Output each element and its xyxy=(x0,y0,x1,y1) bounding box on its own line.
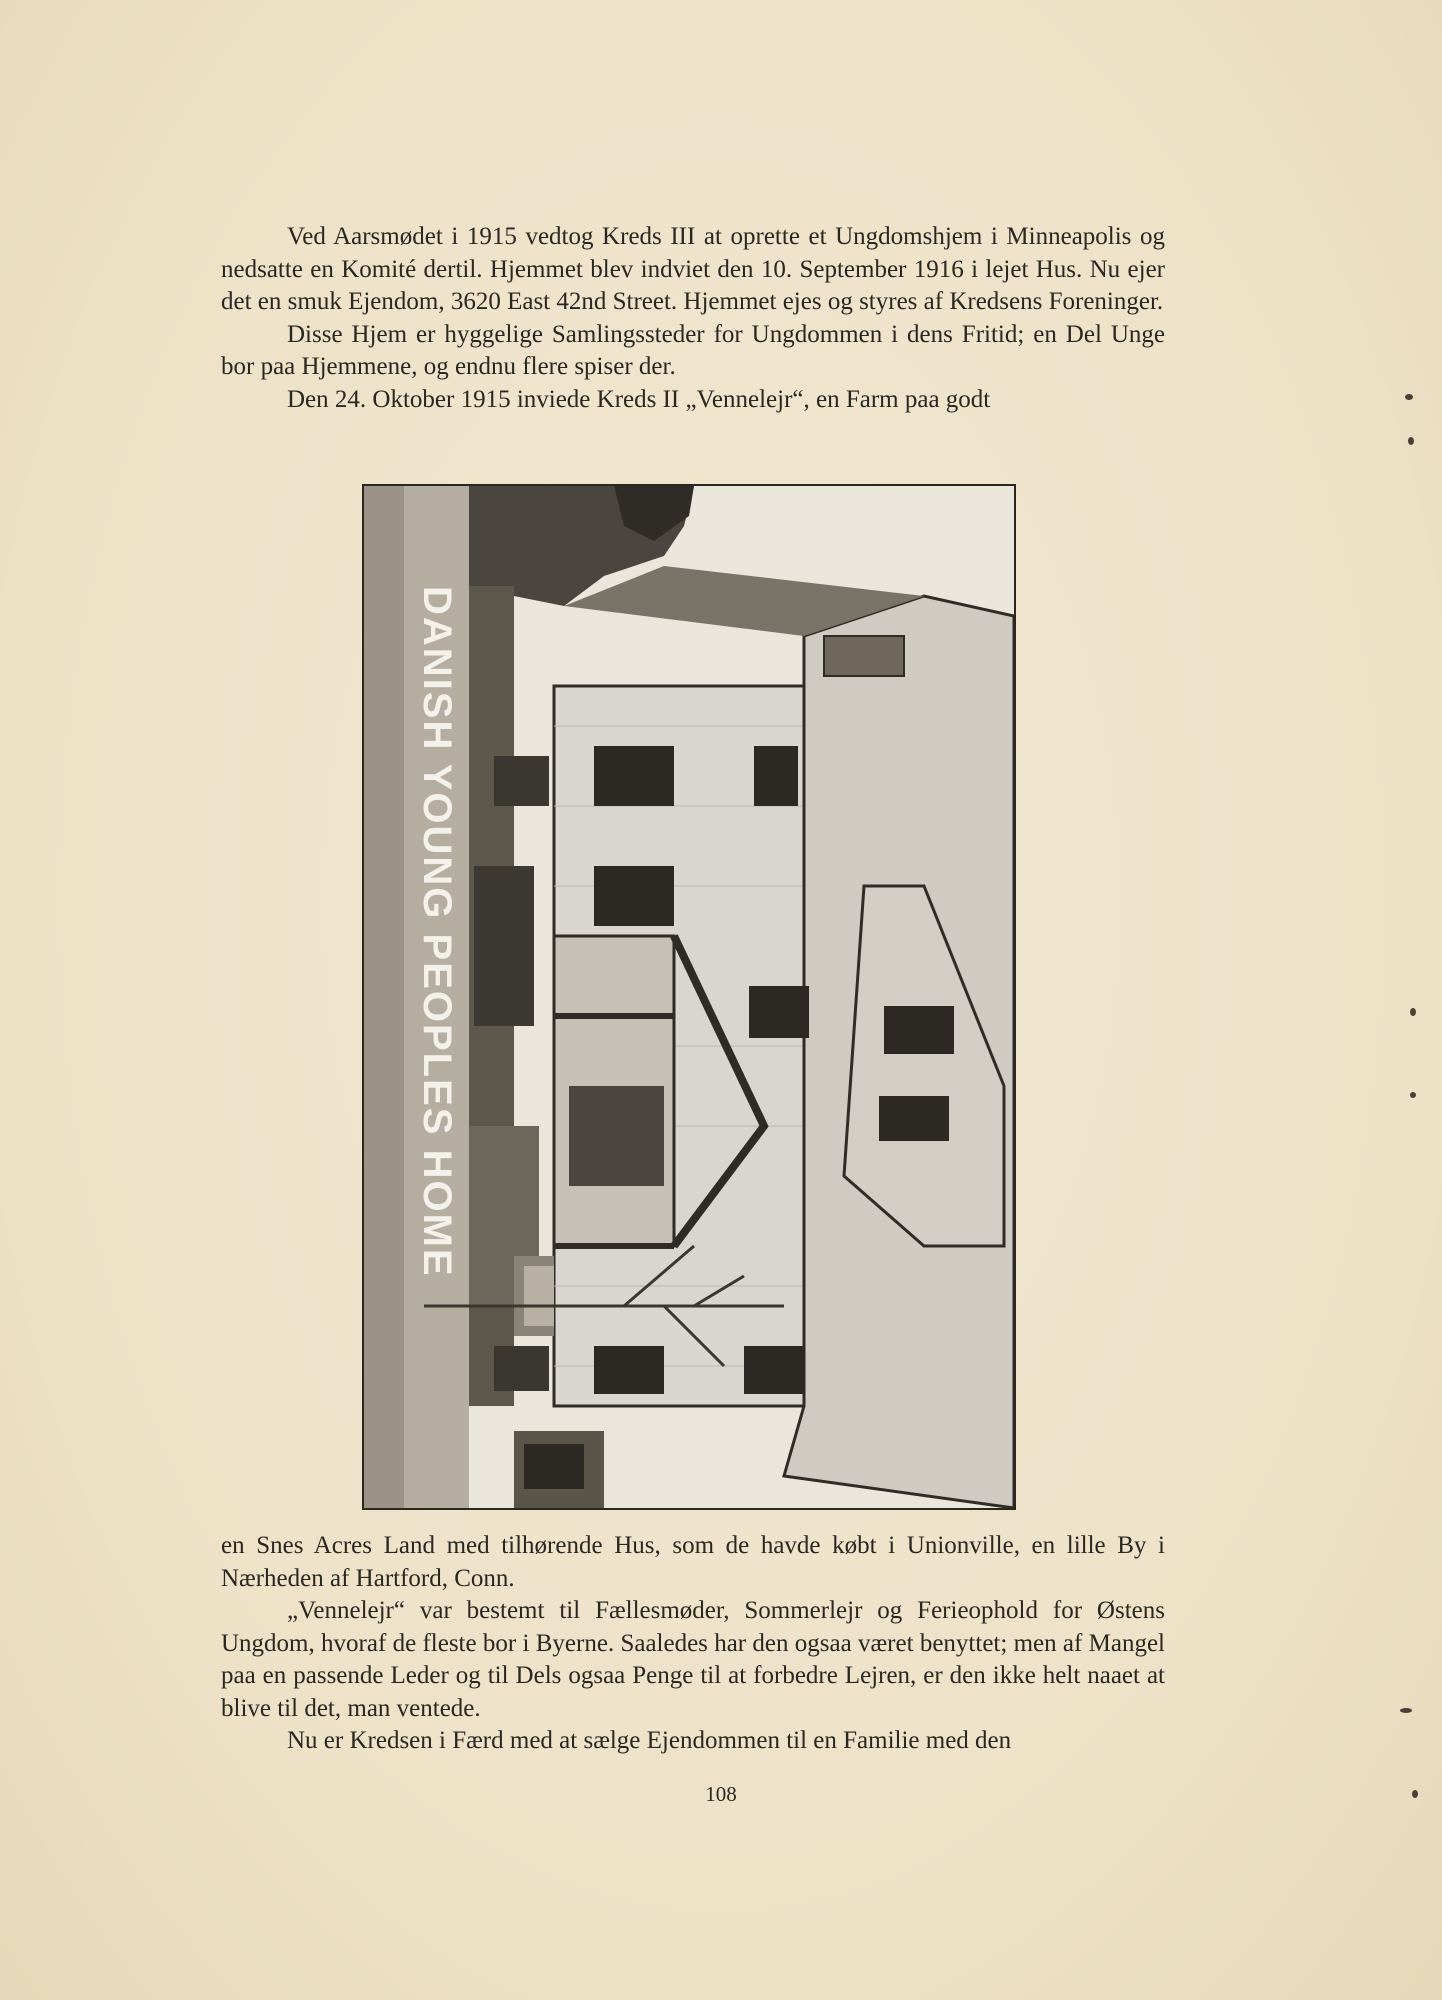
house-photograph xyxy=(362,484,1016,1510)
paragraph-kredsen-saelge: Nu er Kredsen i Færd med at sælge Ejendommen til en Familie med den xyxy=(287,1727,1012,1754)
scan-speck xyxy=(1410,1008,1416,1016)
page-number: 108 xyxy=(705,1782,737,1806)
top-text-block xyxy=(221,221,1165,416)
paragraph-ungdomshjem: Ved Aarsmødet i 1915 vedtog Kreds III at oprette et Ungdomshjem i Minneapolis og nedsatte en Komité dertil. Hjemmet blev indviet den 10. September 1916 i lejet Hus. Nu ejer det en smuk Ejendom, 3620 East 42nd Street. Hjemmet ejes og styres af Kredsens Foreninger. xyxy=(221,223,1165,315)
paragraph-samlingssteder: Disse Hjem er hyggelige Samlingssteder for Ungdommen i dens Fritid; en Del Unge bor paa Hjemmene, og endnu flere spiser der. xyxy=(221,320,1165,380)
scan-speck xyxy=(1405,394,1413,400)
photo-sign-text: DANISH YOUNG PEOPLES HOME xyxy=(415,586,459,1278)
bottom-text-block xyxy=(221,1530,1165,1758)
house-photo-illustration xyxy=(364,486,1014,1508)
scan-speck xyxy=(1400,1708,1412,1713)
scan-speck xyxy=(1410,1092,1416,1098)
paragraph-vennelejr-start: Den 24. Oktober 1915 inviede Kreds II „Vennelejr“, en Farm paa godt xyxy=(287,385,991,413)
scan-speck xyxy=(1412,1790,1418,1798)
paragraph-snes-acres: en Snes Acres Land med tilhørende Hus, som de havde købt i Unionville, en lille By i Nærheden af Hartford, Conn. xyxy=(221,1532,1165,1592)
paragraph-vennelejr-purpose: „Vennelejr“ var bestemt til Fællesmøder, Sommerlejr og Ferieophold for Østens Ungdom, hvoraf de fleste bor i Byerne. Saaledes har den ogsaa været benyttet; men af Mangel paa en passende Leder og til Dels ogsaa Penge til at forbedre Lejren, er den ikke helt naaet at blive til det, man ventede. xyxy=(221,1597,1165,1722)
scan-speck xyxy=(1408,437,1414,445)
